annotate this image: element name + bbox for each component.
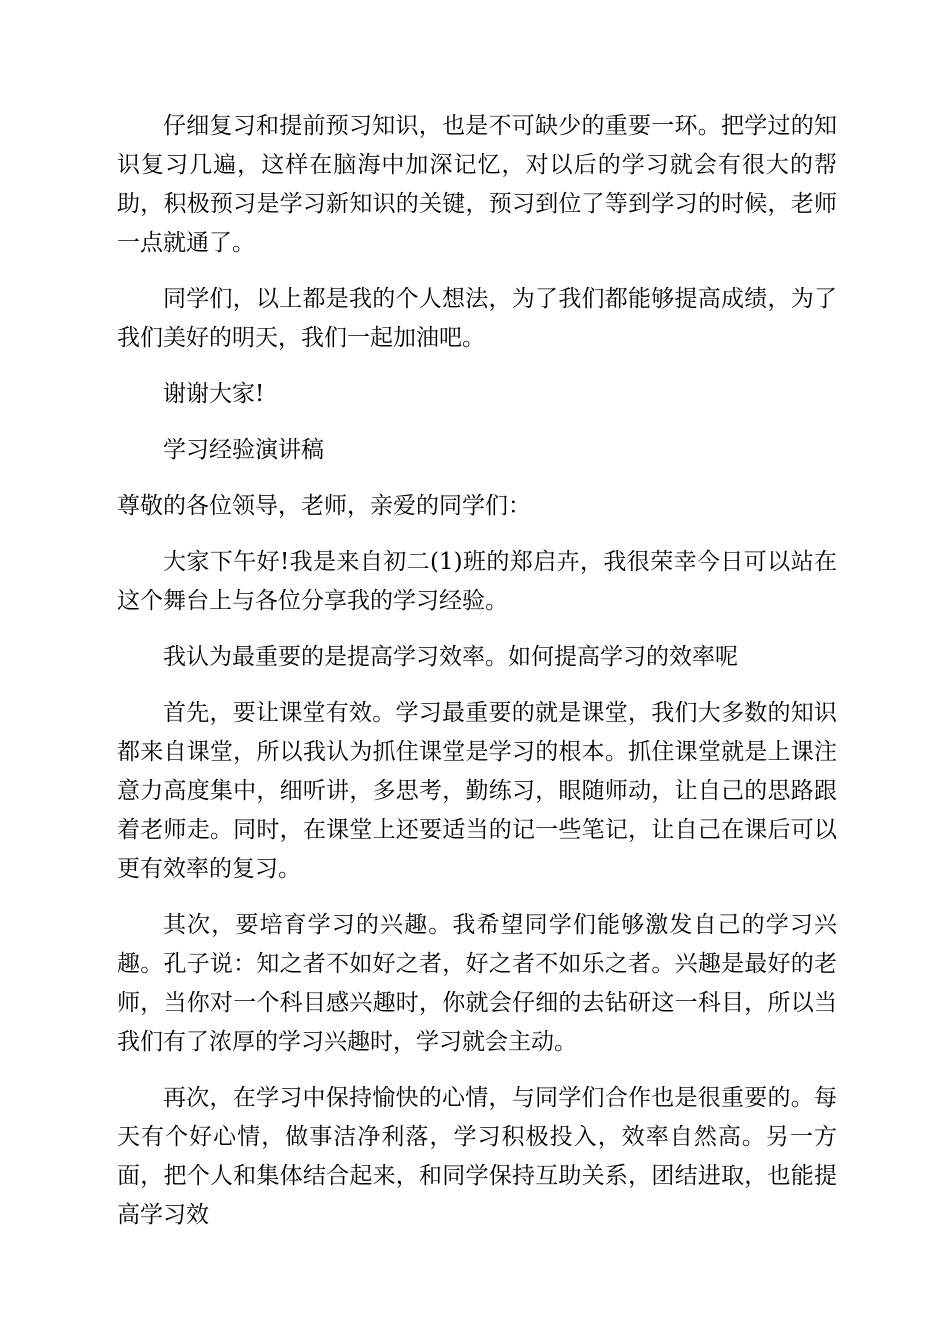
paragraph-thanks: 谢谢大家! bbox=[163, 381, 265, 407]
salutation: 尊敬的各位领导，老师，亲爱的同学们： bbox=[117, 493, 531, 519]
paragraph-classroom: 首先，要让课堂有效。学习最重要的就是课堂，我们大多数的知识都来自课堂，所以我认为抓住课堂是学习的根本。抓住课堂就是上课注意力高度集中，细听讲，多思考，勤练习，眼随师动，让自己的思路跟着老师走。同时，在课堂上还要适当的记一些笔记，让自己在课后可以更有效率的复习。 bbox=[117, 700, 837, 882]
paragraph-efficiency: 我认为最重要的是提高学习效率。如何提高学习的效率呢 bbox=[163, 644, 738, 670]
paragraph-interest: 其次，要培育学习的兴趣。我希望同学们能够激发自己的学习兴趣。孔子说：知之者不如好之者，好之者不如乐之者。兴趣是最好的老师，当你对一个科目感兴趣时，你就会仔细的去钻研这一科目，所以当我们有了浓厚的学习兴趣时，学习就会主动。 bbox=[117, 912, 837, 1055]
document-body bbox=[117, 107, 837, 1252]
paragraph-review-preview: 仔细复习和提前预习知识，也是不可缺少的重要一环。把学过的知识复习几遍，这样在脑海中加深记忆，对以后的学习就会有很大的帮助，积极预习是学习新知识的关键，预习到位了等到学习的时候，老师一点就通了。 bbox=[117, 113, 837, 256]
paragraph-greeting: 大家下午好!我是来自初二(1)班的郑启卉，我很荣幸今日可以站在这个舞台上与各位分享我的学习经验。 bbox=[117, 549, 837, 614]
speech-title: 学习经验演讲稿 bbox=[163, 437, 324, 463]
paragraph-closing-appeal: 同学们，以上都是我的个人想法，为了我们都能够提高成绩，为了我们美好的明天，我们一起加油吧。 bbox=[117, 286, 837, 351]
paragraph-mood-cooperation: 再次，在学习中保持愉快的心情，与同学们合作也是很重要的。每天有个好心情，做事洁净利落，学习积极投入，效率自然高。另一方面，把个人和集体结合起来，和同学保持互助关系，团结进取，也能提高学习效 bbox=[117, 1085, 837, 1228]
